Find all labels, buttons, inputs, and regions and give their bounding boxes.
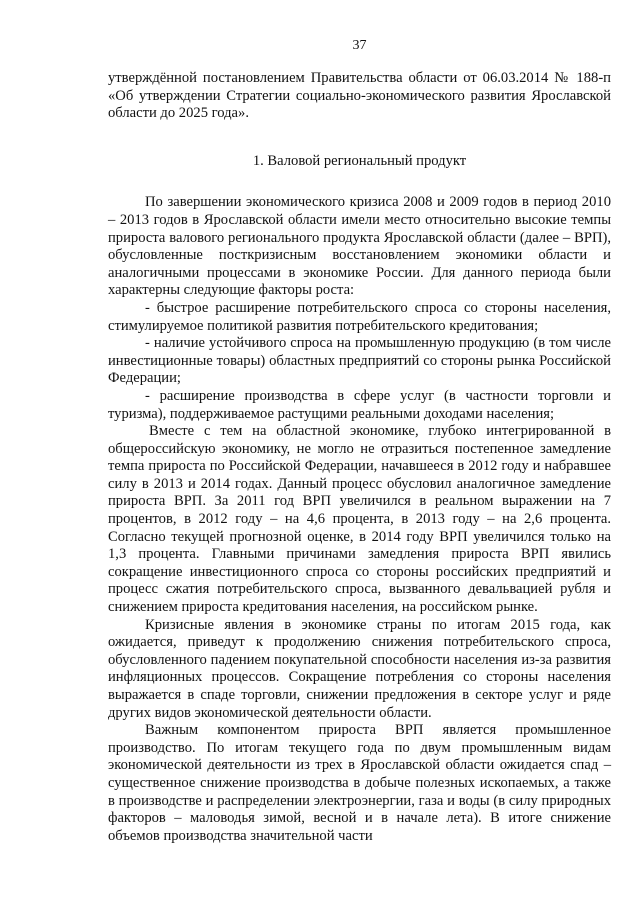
paragraph: По завершении экономического кризиса 2008 и 2009 годов в период 2010 – 2013 годов в Ярославской области имели место относительно высокие темпы прироста валового регионального продукта Ярославской области (далее – ВРП), обусловленные посткризисным восстановлением экономики области и аналогичными процессами в экономике России. Для данного периода были характерны следующие факторы роста: (108, 194, 611, 299)
document-body (108, 70, 611, 845)
document-page (108, 0, 611, 905)
list-item: - быстрое расширение потребительского спроса со стороны населения, стимулируемое политикой развития потребительского кредитования; (108, 299, 611, 334)
list-item: - наличие устойчивого спроса на промышленную продукцию (в том числе инвестиционные товары) областных предприятий со стороны рынка Российской Федерации; (108, 335, 611, 387)
page-number: 37 (352, 38, 367, 53)
paragraph: Важным компонентом прироста ВРП является промышленное производство. По итогам текущего года по двум промышленным видам экономической деятельности из трех в Ярославской области ожидается спад – существенное снижение производства в добыче полезных ископаемых, а также в производстве и распределении электроэнергии, газа и воды (в силу природных факторов – маловодья зимой, весной и в начале лета). В итоге снижение объемов производства значительной части (108, 722, 611, 844)
paragraph: Кризисные явления в экономике страны по итогам 2015 года, как ожидается, приведут к продолжению снижения потребительского спроса, обусловленного падением покупательной способности населения из-за развития инфляционных процессов. Сокращение потребления со стороны населения выражается в спаде торговли, снижении предложения в секторе услуг и ряде других видов экономической деятельности области. (108, 616, 611, 721)
intro-paragraph: утверждённой постановлением Правительства области от 06.03.2014 № 188-п «Об утверждении Стратегии социально-экономического развития Ярославской области до 2025 года». (108, 70, 611, 122)
section-heading: 1. Валовой региональный продукт (252, 152, 467, 169)
paragraph: Вместе с тем на областной экономике, глубоко интегрированной в общероссийскую экономику, не могло не отразиться постепенное замедление темпа прироста по Российской Федерации, начавшееся в 2012 году и набравшее силу в 2013 и 2014 годах. Данный процесс обусловил аналогичное замедление прироста ВРП. За 2011 год ВРП увеличился в реальном выражении на 7 процентов, в 2012 году – на 4,6 процента, в 2013 году – на 2,6 процента. Согласно текущей прогнозной оценке, в 2014 году ВРП увеличился только на 1,3 процента. Главными причинами замедления прироста ВРП явились сокращение инвестиционного спроса со стороны российских предприятий и процесс сжатия потребительского спроса, вызванного девальвацией рубля и снижением прироста кредитования населения, на российском рынке. (108, 423, 611, 616)
list-item: - расширение производства в сфере услуг (в частности торговли и туризма), поддерживаемое растущими реальными доходами населения; (108, 387, 611, 422)
